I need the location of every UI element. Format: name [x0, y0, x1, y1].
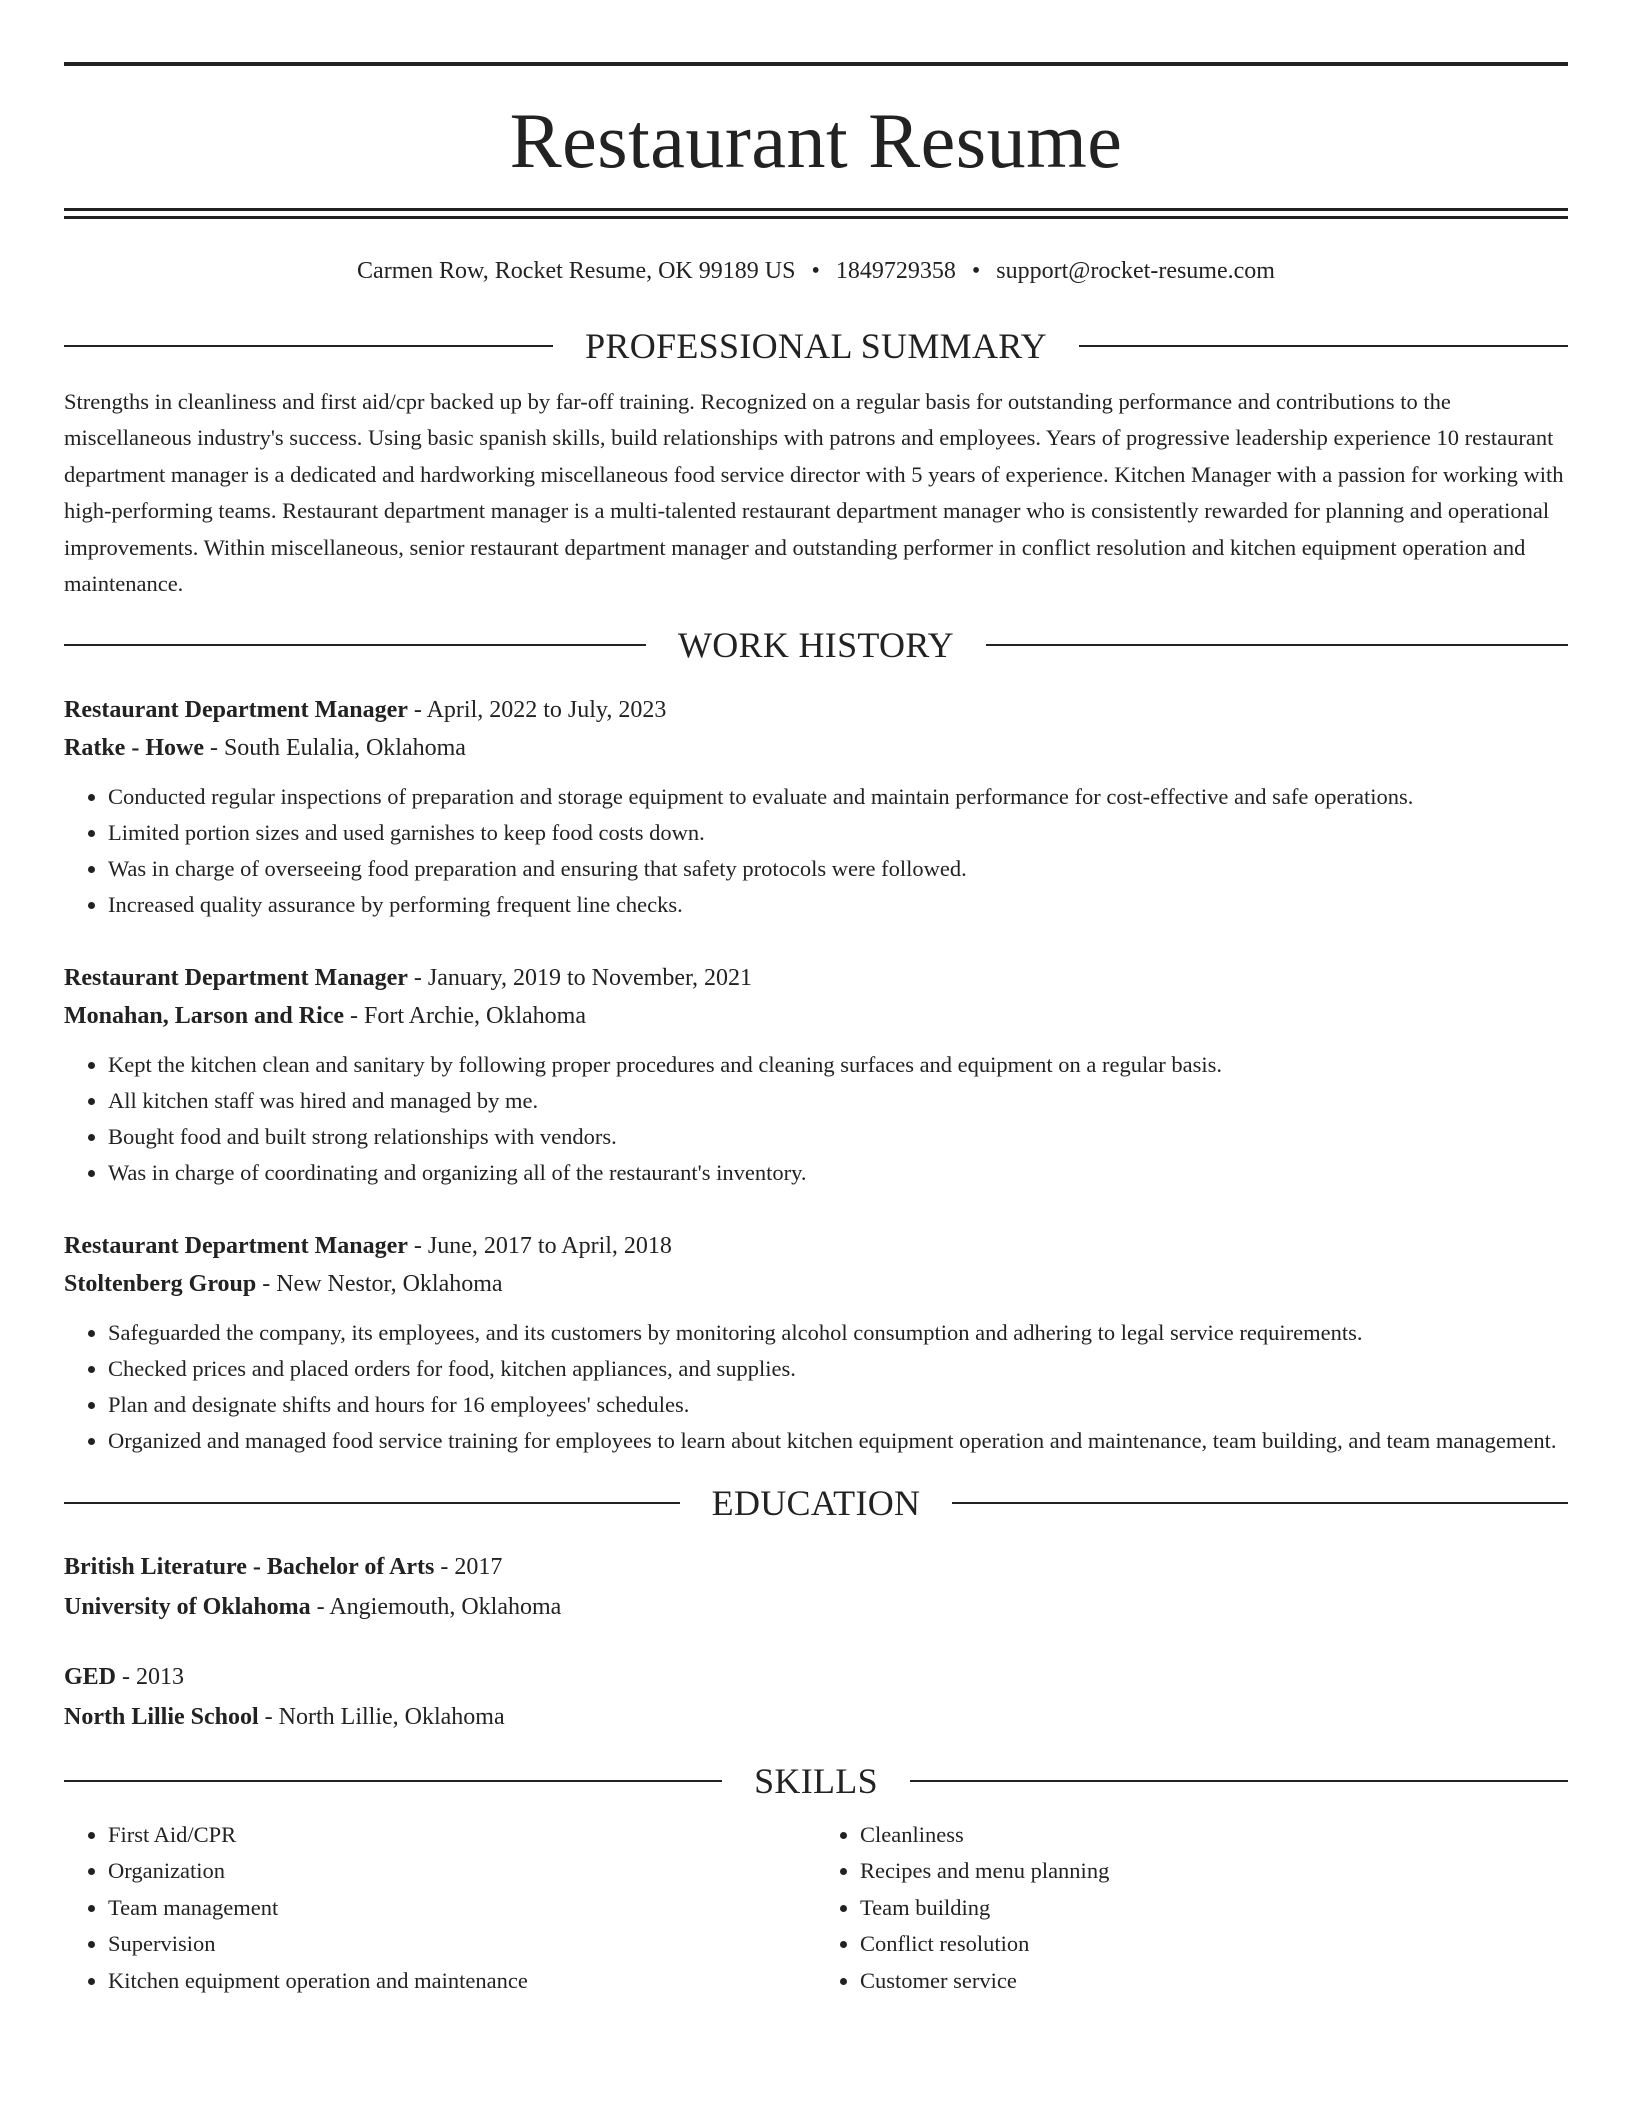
list-item: • Team management	[108, 1890, 816, 1927]
education-degree-line	[64, 1547, 1568, 1587]
education-school: North Lillie School	[64, 1703, 259, 1730]
job-location: - South Eulalia, Oklahoma	[203, 734, 466, 761]
skills-section-heading	[64, 1760, 1568, 1801]
job-company: Monahan, Larson and Rice	[64, 1002, 345, 1029]
education-location: - Angiemouth, Oklahoma	[310, 1593, 562, 1620]
heading-rule-right	[1079, 345, 1568, 347]
job-title: Restaurant Department Manager	[64, 696, 408, 723]
education-entry	[64, 1547, 1568, 1627]
contact-email: support@rocket-resume.com	[996, 258, 1275, 284]
job-duties-list	[64, 1315, 1568, 1459]
skills-columns	[64, 1817, 1568, 2000]
list-item: • Kept the kitchen clean and sanitary by following proper procedures and cleaning surfaces and equipment on a regular basis.	[108, 1047, 1568, 1083]
job-dates: - January, 2019 to November, 2021	[407, 964, 752, 991]
heading-rule-right	[910, 1780, 1568, 1782]
education-school: University of Oklahoma	[64, 1593, 311, 1620]
job-duties-list	[64, 779, 1568, 923]
section-title: PROFESSIONAL SUMMARY	[585, 325, 1047, 366]
job-title-line	[64, 691, 1568, 729]
job-company-line	[64, 1265, 1568, 1303]
job-title: Restaurant Department Manager	[64, 1232, 408, 1259]
job-title: Restaurant Department Manager	[64, 964, 408, 991]
list-item: • Bought food and built strong relationships with vendors.	[108, 1119, 1568, 1155]
list-item: • Checked prices and placed orders for food, kitchen appliances, and supplies.	[108, 1351, 1568, 1387]
education-school-line	[64, 1697, 1568, 1737]
education-degree: British Literature - Bachelor of Arts	[64, 1553, 435, 1580]
job-dates: - April, 2022 to July, 2023	[407, 696, 667, 723]
list-item: • Safeguarded the company, its employees, and its customers by monitoring alcohol consumption and adhering to legal service requirements.	[108, 1315, 1568, 1351]
list-item: • Kitchen equipment operation and maintenance	[108, 1963, 816, 2000]
education-school-line	[64, 1587, 1568, 1627]
heading-rule-left	[64, 345, 553, 347]
list-item: • Customer service	[860, 1963, 1568, 2000]
contact-phone: 1849729358	[835, 258, 956, 284]
job-entry	[64, 959, 1568, 1191]
title-double-rule	[64, 208, 1568, 219]
list-item: • Increased quality assurance by performing frequent line checks.	[108, 887, 1568, 923]
list-item: • Conducted regular inspections of preparation and storage equipment to evaluate and maintain performance for cost-effective and safe operations.	[108, 779, 1568, 815]
job-location: - Fort Archie, Oklahoma	[344, 1002, 586, 1029]
skills-list-right	[816, 1817, 1568, 2000]
list-item: • Organization	[108, 1853, 816, 1890]
education-degree: GED	[64, 1663, 117, 1690]
summary-text: Strengths in cleanliness and first aid/cpr backed up by far-off training. Recognized on a regular basis for outstanding performance and contributions to the miscellaneous industry's success. Using basic spanish skills, build relationships with patrons and employees. Years of progressive leadership experience 10 restaurant department manager is a dedicated and hardworking miscellaneous food service director with 5 years of experience. Kitchen Manager with a passion for working with high-performing teams. Restaurant department manager is a multi-talented restaurant department manager who is consistently rewarded for planning and operational improvements. Within miscellaneous, senior restaurant department manager and outstanding performer in conflict resolution and kitchen equipment operation and maintenance.	[64, 388, 1564, 597]
education-year: - 2013	[116, 1663, 185, 1690]
heading-rule-right	[952, 1502, 1568, 1504]
education-degree-line	[64, 1657, 1568, 1697]
heading-rule-left	[64, 1780, 722, 1782]
job-dates: - June, 2017 to April, 2018	[407, 1232, 672, 1259]
section-title: WORK HISTORY	[678, 624, 954, 665]
list-item: • Organized and managed food service training for employees to learn about kitchen equipment operation and maintenance, team building, and team management.	[108, 1423, 1568, 1459]
list-item: • Conflict resolution	[860, 1926, 1568, 1963]
section-title: EDUCATION	[711, 1482, 921, 1523]
contact-separator: •	[971, 258, 981, 284]
education-entry	[64, 1657, 1568, 1737]
job-company: Ratke - Howe	[64, 734, 204, 761]
list-item: • Was in charge of coordinating and organizing all of the restaurant's inventory.	[108, 1155, 1568, 1191]
job-entry	[64, 1227, 1568, 1459]
heading-rule-left	[64, 1502, 680, 1504]
top-rule	[64, 62, 1568, 66]
skills-list-left	[64, 1817, 816, 2000]
list-item: • Supervision	[108, 1926, 816, 1963]
list-item: • Cleanliness	[860, 1817, 1568, 1854]
section-title: SKILLS	[754, 1760, 878, 1801]
job-title-line	[64, 959, 1568, 997]
list-item: • First Aid/CPR	[108, 1817, 816, 1854]
job-entry	[64, 691, 1568, 923]
list-item: • Was in charge of overseeing food preparation and ensuring that safety protocols were followed.	[108, 851, 1568, 887]
education-location: - North Lillie, Oklahoma	[258, 1703, 505, 1730]
heading-rule-left	[64, 644, 646, 646]
job-location: - New Nestor, Oklahoma	[256, 1270, 503, 1297]
education-section-heading	[64, 1482, 1568, 1523]
contact-line	[64, 257, 1568, 286]
list-item: • Plan and designate shifts and hours for 16 employees' schedules.	[108, 1387, 1568, 1423]
heading-rule-right	[986, 644, 1568, 646]
job-company: Stoltenberg Group	[64, 1270, 257, 1297]
list-item: • Limited portion sizes and used garnishes to keep food costs down.	[108, 815, 1568, 851]
job-duties-list	[64, 1047, 1568, 1191]
education-year: - 2017	[434, 1553, 503, 1580]
list-item: • Recipes and menu planning	[860, 1853, 1568, 1890]
document-title: Restaurant Resume	[509, 97, 1123, 184]
job-company-line	[64, 729, 1568, 767]
work-section-heading	[64, 624, 1568, 665]
contact-separator: •	[811, 258, 820, 284]
list-item: • All kitchen staff was hired and managed by me.	[108, 1083, 1568, 1119]
job-title-line	[64, 1227, 1568, 1265]
contact-address: Carmen Row, Rocket Resume, OK 99189 US	[357, 258, 796, 284]
summary-section-heading	[64, 325, 1568, 366]
list-item: • Team building	[860, 1890, 1568, 1927]
job-company-line	[64, 997, 1568, 1035]
